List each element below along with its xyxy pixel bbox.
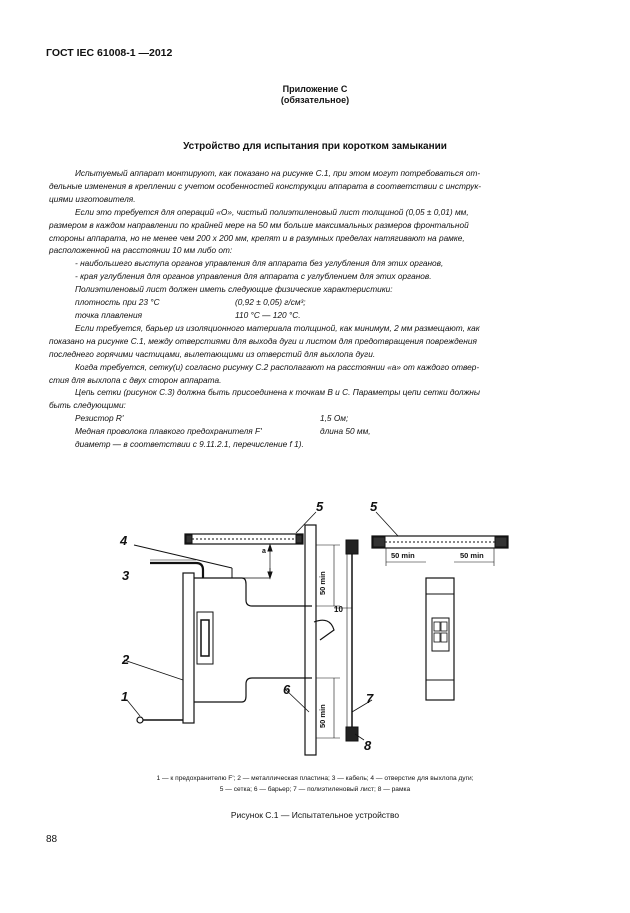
density-label: плотность при 23 °С: [75, 297, 160, 308]
dim-horizontal-left: 50 min: [391, 551, 415, 560]
legend-line-1: 1 — к предохранителю F'; 2 — металлическая пластина; 3 — кабель; 4 — отверстие для выхлопа дуги;: [156, 775, 474, 782]
para1-line2: дельные изменения в креплении с учетом особенностей конструкции аппарата в соответствии с инструк-: [49, 180, 482, 191]
page-number: 88: [46, 834, 58, 845]
wire-label: Медная проволока плавкого предохранителя F': [75, 426, 262, 437]
metal-plate: [183, 573, 194, 723]
grid-left: [185, 534, 303, 544]
cable: [150, 563, 203, 578]
melting-value: 110 °С — 120 °С.: [235, 309, 301, 320]
body-text: [49, 167, 580, 451]
label-3: 3: [122, 568, 130, 583]
test-device-figure: [0, 490, 630, 760]
para6-line1: Цепь сетки (рисунок С.3) должна быть присоединена к точкам В и С. Параметры цепи сетки должны: [75, 387, 480, 398]
device-front-window: [432, 618, 449, 651]
para1-line1: Испытуемый аппарат монтируют, как показано на рисунке С.1, при этом могут потребоваться от-: [75, 168, 481, 178]
para4-line3: последнего горячими частицами, вылетающими из отверстий для выхлопа дуги.: [49, 348, 376, 359]
bullet-2: - края углубления для органов управления для аппарата с углублением для этих органов.: [75, 271, 432, 282]
label-7: 7: [366, 691, 374, 706]
leader-4: [134, 545, 232, 568]
barrier: [305, 525, 316, 755]
melting-row: [75, 309, 580, 322]
bullet-1: - наибольшего выступа органов управления для аппарата без углубления для этих органов,: [75, 258, 444, 269]
label-a: a: [262, 548, 266, 555]
para6-line2: быть следующими:: [49, 400, 126, 411]
annex-subtitle: (обязательное): [280, 95, 350, 105]
resistor-row: [75, 412, 580, 425]
para5-line2: стия для выхлопа с двух сторон аппарата.: [49, 374, 222, 385]
melting-label: точка плавления: [75, 309, 143, 320]
wire-value: длина 50 мм,: [320, 426, 371, 437]
para4-line1: Если требуется, барьер из изоляционного материала толщиной, как минимум, 2 мм размещают, как: [75, 322, 480, 333]
resistor-value: 1,5 Ом;: [320, 413, 349, 424]
label-5a: 5: [316, 499, 324, 514]
diameter-line: диаметр — в соответствии с 9.11.2.1, перечисление f 1).: [75, 439, 304, 450]
resistor-label: Резистор R': [75, 413, 124, 424]
label-10: 10: [334, 605, 343, 614]
para2-line4: расположенной на расстоянии 10 мм либо от:: [49, 245, 233, 256]
para2-line2: размером в каждом направлении по крайней мере на 50 мм больше максимальных размеров фронтальной: [49, 219, 469, 230]
fuse-terminal: [137, 717, 143, 723]
density-row: [75, 296, 580, 309]
label-8: 8: [364, 738, 372, 753]
figure-legend: [60, 773, 570, 795]
para2-line3: стороны аппарата, но не менее чем 200 х 200 мм, крепят и в разумных пределах натягивают на рамке,: [49, 232, 465, 243]
frame-bottom: [346, 727, 358, 741]
para1-line3: циями изготовителя.: [49, 193, 136, 204]
density-value: (0,92 ± 0,05) г/см³;: [235, 297, 306, 308]
figure-caption: Рисунок С.1 — Испытательное устройство: [230, 810, 400, 820]
para5-line1: Когда требуется, сетку(и) согласно рисунку С.2 располагают на расстоянии «а» от каждого отвер-: [75, 361, 480, 372]
wire-row: [75, 425, 580, 438]
dim-horizontal-right: 50 min: [460, 551, 484, 560]
label-4: 4: [120, 533, 128, 548]
annex-title: Приложение С: [282, 84, 348, 94]
dim-vertical-top: 50 min: [318, 571, 327, 595]
legend-line-2: 5 — сетка; 6 — барьер; 7 — полиэтиленовый лист; 8 — рамка: [219, 786, 411, 793]
grid-right: [372, 536, 508, 548]
section-title: Устройство для испытания при коротком замыкании: [183, 141, 447, 152]
standard-header: ГОСТ IEC 61008-1 —2012: [46, 47, 173, 59]
para2-line1: Если это требуется для операций «О», чистый полиэтиленовый лист толщиной (0,05 ± 0,01) мм,: [75, 206, 469, 217]
toggle-handle: [314, 620, 334, 640]
frame-top: [346, 540, 358, 554]
label-5b: 5: [370, 499, 378, 514]
para4-line2: показано на рисунке С.1, между отверстиями для выхода дуги и листом для предотвращения повреждения: [49, 335, 477, 346]
label-2: 2: [122, 652, 130, 667]
label-1: 1: [121, 689, 129, 704]
label-6: 6: [283, 682, 291, 697]
para3: Полиэтиленовый лист должен иметь следующие физические характеристики:: [75, 284, 393, 295]
dim-vertical-bottom: 50 min: [318, 704, 327, 728]
